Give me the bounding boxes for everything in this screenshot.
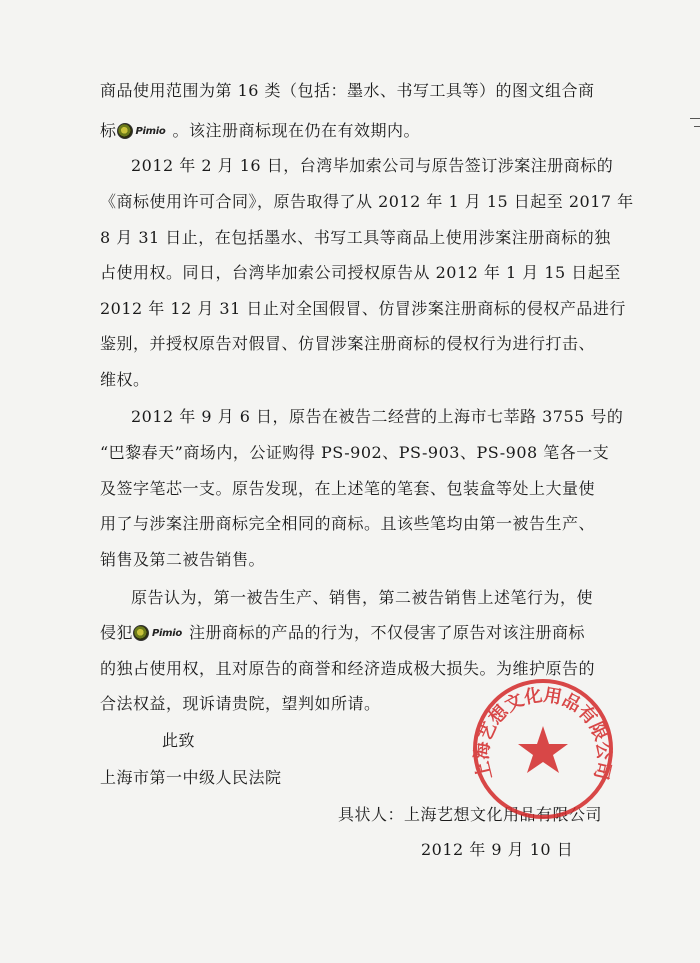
- paragraph-line: [100, 623, 620, 643]
- document-date: 2012 年 9 月 10 日: [421, 840, 574, 859]
- text-segment: 标: [100, 121, 117, 140]
- paragraph-line: “巴黎春天”商场内，公证购得 PS-902、PS-903、PS-908 笔各一支: [100, 443, 610, 462]
- paragraph-line: 的独占使用权，且对原告的商誉和经济造成极大损失。为维护原告的: [100, 659, 596, 678]
- paragraph-line: 2012 年 12 月 31 日止对全国假冒、仿冒涉案注册商标的侵权产品进行: [100, 299, 626, 318]
- trademark-logo-script: Pimio: [152, 628, 182, 639]
- paragraph-line: 鉴别，并授权原告对假冒、仿冒涉案注册商标的侵权行为进行打击、: [100, 334, 596, 353]
- seal-star: [518, 726, 568, 773]
- trademark-logo-emblem: [133, 625, 149, 641]
- paragraph-line: 原告认为，第一被告生产、销售，第二被告销售上述笔行为，使: [131, 588, 594, 607]
- scan-edge-mark: [690, 118, 700, 119]
- company-seal-stamp: [470, 676, 616, 822]
- paragraph-line: 用了与涉案注册商标完全相同的商标。且该些笔均由第一被告生产、: [100, 514, 596, 533]
- text-segment: 注册商标的产品的行为，不仅侵害了原告对该注册商标: [189, 623, 586, 642]
- paragraph-line: 2012 年 2 月 16 日，台湾毕加索公司与原告签订涉案注册商标的: [131, 156, 614, 175]
- paragraph-line: 《商标使用许可合同》，原告取得了从 2012 年 1 月 15 日起至 2017 年: [100, 192, 634, 211]
- paragraph-line: 销售及第二被告销售。: [100, 550, 266, 569]
- paragraph-line: 占使用权。同日，台湾毕加索公司授权原告从 2012 年 1 月 15 日起至: [100, 263, 621, 282]
- scan-edge-mark: [694, 126, 700, 127]
- paragraph-line: 8 月 31 日止，在包括墨水、书写工具等商品上使用涉案注册商标的独: [100, 228, 611, 247]
- seal-text: 上海艺想文化用品有限公司: [471, 684, 615, 782]
- addressee: 上海市第一中级人民法院: [100, 768, 282, 787]
- paragraph-line: 合法权益，现诉请贵院，望判如所请。: [100, 694, 381, 713]
- paragraph-line: 及签字笔芯一支。原告发现，在上述笔的笔套、包装盒等处上大量使: [100, 479, 596, 498]
- paragraph-line: 商品使用范围为第 16 类（包括：墨水、书写工具等）的图文组合商: [100, 81, 595, 100]
- text-segment: 侵犯: [100, 623, 134, 642]
- text-segment: 。该注册商标现在仍在有效期内。: [172, 121, 421, 140]
- signature-line: 具状人：上海艺想文化用品有限公司: [338, 805, 603, 824]
- trademark-logo-image: [133, 624, 189, 642]
- trademark-logo-emblem: [117, 123, 133, 139]
- paragraph-line: [100, 121, 620, 141]
- trademark-logo-script: Pimio: [135, 126, 166, 137]
- paragraph-line: 维权。: [100, 370, 150, 389]
- closing-salutation: 此致: [162, 731, 196, 750]
- paragraph-line: 2012 年 9 月 6 日，原告在被告二经营的上海市七莘路 3755 号的: [131, 407, 624, 426]
- trademark-logo-image: [117, 122, 173, 140]
